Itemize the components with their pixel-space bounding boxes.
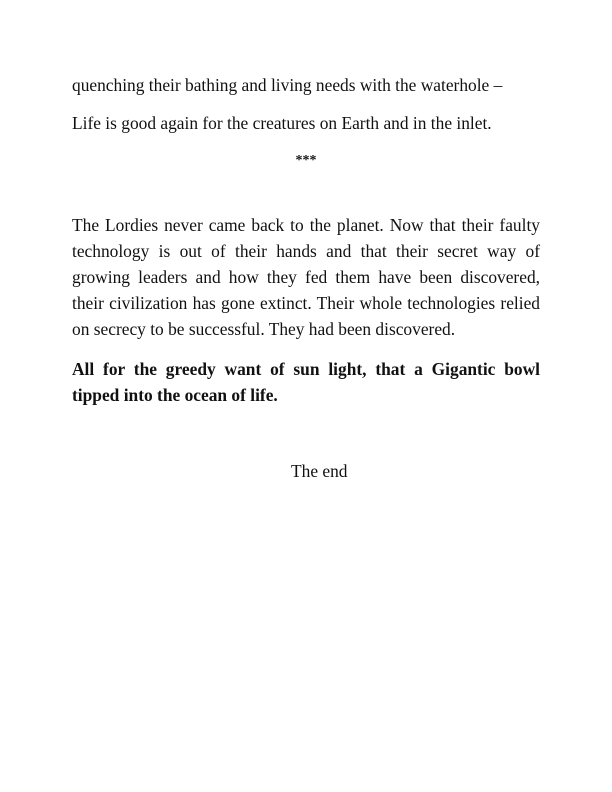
paragraph-waterhole: quenching their bathing and living needs with the waterhole – xyxy=(72,75,503,95)
the-end-text: The end xyxy=(291,461,348,481)
document-page xyxy=(72,72,540,484)
paragraph-lordies: The Lordies never came back to the planet. Now that their faulty technology is out of their hands and that their secret way of growing leaders and how they fed them have been discovered, their civilization has gone extinct. Their whole technologies relied on secrecy to be successful. They had been discovered. xyxy=(72,215,540,339)
paragraph-life-is-good: Life is good again for the creatures on Earth and in the inlet. xyxy=(72,113,492,133)
section-separator: *** xyxy=(295,153,317,168)
paragraph-bold-conclusion: All for the greedy want of sun light, that a Gigantic bowl tipped into the ocean of life. xyxy=(72,359,540,405)
